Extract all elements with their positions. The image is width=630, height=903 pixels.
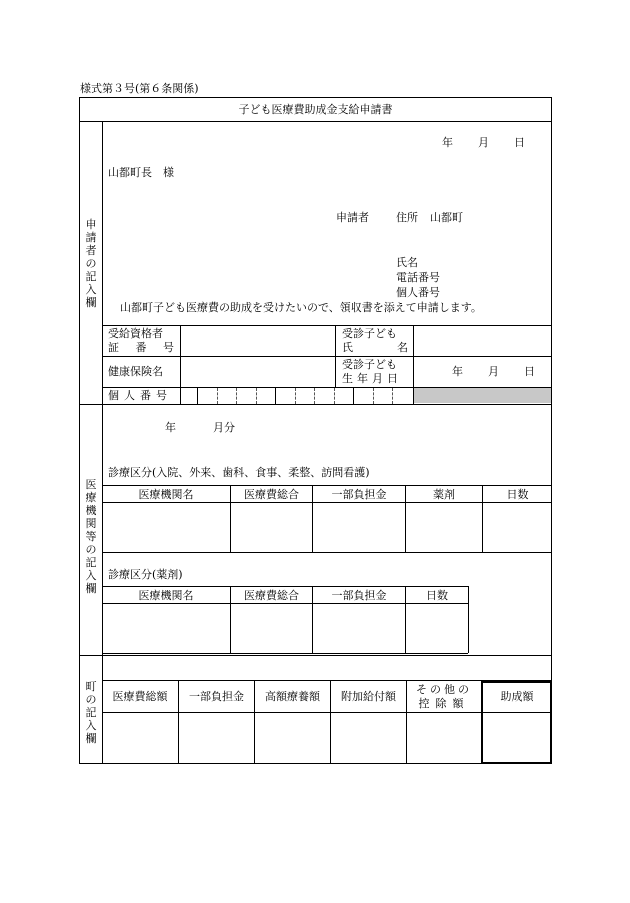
child-name-label-line1: 受診子ども xyxy=(342,327,397,340)
t2-input-total[interactable] xyxy=(231,604,312,653)
t2-input-hospital[interactable] xyxy=(103,604,230,653)
name-label: 氏名 xyxy=(396,256,418,269)
date-month: 月 xyxy=(478,136,489,149)
town-input-high-cost[interactable] xyxy=(255,713,330,763)
category2-title: 診療区分(薬剤) xyxy=(108,568,183,581)
t1-header-copay: 一部負担金 xyxy=(331,488,387,501)
birthdate-label-line2: 生年月日 xyxy=(342,372,402,385)
birth-day: 日 xyxy=(524,365,535,378)
form-number: 様式第３号(第６条関係) xyxy=(80,82,199,95)
personal-number-label: 個人番号 xyxy=(396,286,440,299)
address-label: 住所 xyxy=(396,211,418,224)
period-year: 年 xyxy=(165,421,176,434)
town-header-high-cost: 高額療養額 xyxy=(265,690,320,703)
t2-header-total: 医療費総合 xyxy=(244,589,299,602)
t1-header-hospital: 医療機関名 xyxy=(138,488,194,501)
medical-section-label: 医療機関等の記入欄 xyxy=(85,478,97,595)
shaded-cell xyxy=(414,388,551,403)
application-statement: 山都町子ども医療費の助成を受けたいので、領収書を添えて申請します。 xyxy=(120,301,482,314)
birth-month: 月 xyxy=(488,365,499,378)
t2-input-days[interactable] xyxy=(406,604,468,653)
applicant-label: 申請者 xyxy=(336,211,369,224)
t1-header-days: 日数 xyxy=(506,488,529,501)
eligibility-cert-label-line2: 証 番 号 xyxy=(108,341,174,354)
birthdate-label-line1: 受診子ども xyxy=(342,358,397,371)
t1-input-copay[interactable] xyxy=(313,503,405,552)
town-header-other-line2: 控除額 xyxy=(418,697,470,710)
eligibility-cert-input[interactable] xyxy=(181,326,334,355)
t1-header-drug: 薬剤 xyxy=(433,488,455,501)
insurance-name-input[interactable] xyxy=(181,357,334,386)
date-year: 年 xyxy=(442,136,453,149)
town-input-total[interactable] xyxy=(103,713,178,763)
period-month: 月分 xyxy=(213,421,235,434)
town-header-total: 医療費総額 xyxy=(112,690,168,703)
form-frame xyxy=(79,97,552,764)
birth-year: 年 xyxy=(452,365,463,378)
t2-input-copay[interactable] xyxy=(313,604,405,653)
t2-header-copay: 一部負担金 xyxy=(331,589,387,602)
personal-number-boxes[interactable] xyxy=(181,388,413,404)
t1-input-drug[interactable] xyxy=(406,503,482,552)
insurance-name-label: 健康保険名 xyxy=(108,365,163,378)
phone-label: 電話番号 xyxy=(396,271,440,284)
eligibility-cert-label-line1: 受給資格者 xyxy=(108,327,163,340)
town-section-label: 町の記入欄 xyxy=(85,680,97,745)
form-title: 子ども医療費助成金支給申請書 xyxy=(238,103,393,116)
child-name-input[interactable] xyxy=(414,326,551,355)
t2-header-days: 日数 xyxy=(426,589,448,602)
town-header-copay: 一部負担金 xyxy=(189,690,244,703)
t1-input-total[interactable] xyxy=(231,503,312,552)
address-value: 山都町 xyxy=(430,211,463,224)
town-input-subsidy[interactable] xyxy=(483,714,550,762)
town-header-other-line1: その他の xyxy=(416,683,472,696)
town-input-other[interactable] xyxy=(407,713,481,763)
applicant-section-label: 申請者の記入欄 xyxy=(85,218,97,309)
child-name-label-line2: 氏 名 xyxy=(342,341,408,354)
t1-header-total: 医療費総合 xyxy=(244,488,299,501)
category1-title: 診療区分(入院、外来、歯科、食事、柔整、訪問看護) xyxy=(108,466,370,479)
t2-header-hospital: 医療機関名 xyxy=(138,589,194,602)
addressee: 山都町長 様 xyxy=(108,166,174,179)
town-header-subsidy: 助成額 xyxy=(500,690,534,703)
t1-input-days[interactable] xyxy=(483,503,551,552)
date-day: 日 xyxy=(514,136,525,149)
town-header-additional: 附加給付額 xyxy=(341,690,396,703)
personal-number-row-label: 個人番号 xyxy=(108,389,172,402)
town-input-additional[interactable] xyxy=(331,713,406,763)
t1-input-hospital[interactable] xyxy=(103,503,230,552)
town-input-copay[interactable] xyxy=(179,713,254,763)
